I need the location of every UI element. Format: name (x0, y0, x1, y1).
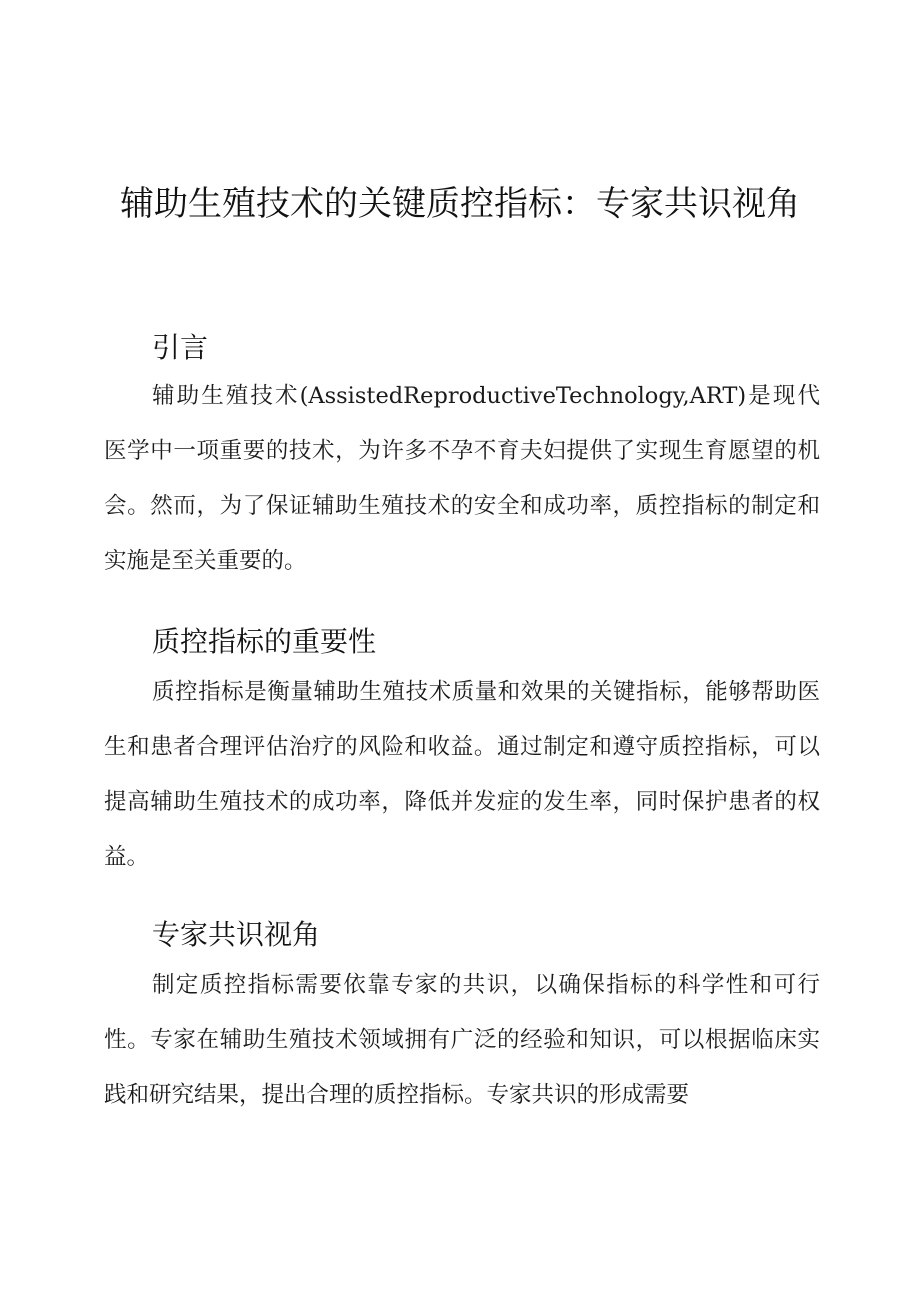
section-heading-importance: 质控指标的重要性 (152, 625, 377, 658)
section-paragraph-importance: 质控指标是衡量辅助生殖技术质量和效果的关键指标，能够帮助医生和患者合理评估治疗的风险和收益。通过制定和遵守质控指标，可以提高辅助生殖技术的成功率，降低并发症的发生率，同时保护患者的权益。 (104, 679, 820, 870)
section-paragraph-introduction: 辅助生殖技术(AssistedReproductiveTechnology,ART)是现代医学中一项重要的技术，为许多不孕不育夫妇提供了实现生育愿望的机会。然而，为了保证辅助生殖技术的安全和成功率，质控指标的制定和实施是至关重要的。 (104, 383, 820, 574)
section-heading-expert-consensus: 专家共识视角 (152, 918, 321, 951)
section-paragraph-expert-consensus: 制定质控指标需要依靠专家的共识，以确保指标的科学性和可行性。专家在辅助生殖技术领域拥有广泛的经验和知识，可以根据临床实践和研究结果，提出合理的质控指标。专家共识的形成需要 (104, 972, 820, 1108)
document-title: 辅助生殖技术的关键质控指标：专家共识视角 (120, 184, 800, 224)
section-heading-introduction: 引言 (152, 331, 209, 364)
